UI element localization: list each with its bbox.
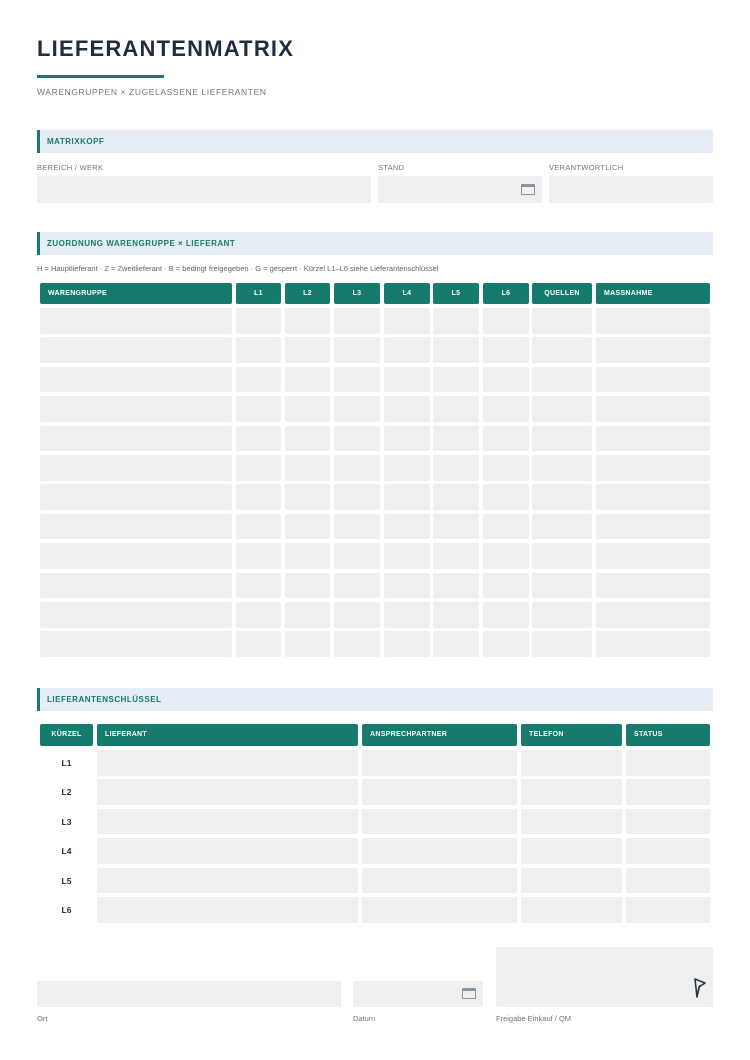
- matrix-cell-quellen[interactable]: [532, 337, 592, 363]
- key-header-telefon: [521, 724, 622, 746]
- matrix-cell-quellen[interactable]: [532, 602, 592, 628]
- matrix-header-l6: [483, 283, 529, 304]
- matrix-cell-l1[interactable]: [236, 573, 281, 599]
- key-cell-status[interactable]: [626, 868, 710, 894]
- matrix-cell-warengruppe[interactable]: [40, 602, 232, 628]
- matrix-cell-l6[interactable]: [483, 308, 529, 334]
- section-zuordnung: [37, 232, 713, 255]
- matrix-cell-l2[interactable]: [285, 367, 330, 393]
- matrix-cell-l2[interactable]: [285, 396, 330, 422]
- matrix-header-l2: [285, 283, 330, 304]
- matrix-cell-l1[interactable]: [236, 426, 281, 452]
- matrix-cell-l2[interactable]: [285, 337, 330, 363]
- datum-label: Datum: [353, 1014, 376, 1023]
- matrix-cell-l2[interactable]: [285, 455, 330, 481]
- matrix-cell-quellen[interactable]: [532, 308, 592, 334]
- matrix-cell-l2[interactable]: [285, 573, 330, 599]
- matrix-cell-l3[interactable]: [334, 337, 380, 363]
- matrix-cell-l3[interactable]: [334, 543, 380, 569]
- matrix-cell-l6[interactable]: [483, 602, 529, 628]
- matrix-header-label: L2: [303, 290, 312, 297]
- matrix-header-l5: [433, 283, 479, 304]
- key-cell-telefon[interactable]: [521, 897, 622, 923]
- matrix-cell-l6[interactable]: [483, 367, 529, 393]
- key-code: L6: [61, 905, 72, 915]
- section-matrixkopf-title: MATRIXKOPF: [47, 137, 105, 146]
- matrix-cell-massnahme[interactable]: [596, 367, 710, 393]
- key-header-kuerzel: [40, 724, 93, 746]
- key-header-label: TELEFON: [529, 731, 564, 738]
- matrix-header-label: L6: [501, 290, 511, 297]
- matrix-header-label: L4: [402, 290, 412, 297]
- key-code: L2: [61, 787, 72, 798]
- matrix-cell-l2[interactable]: [285, 484, 330, 510]
- matrix-cell-warengruppe[interactable]: [40, 543, 232, 569]
- matrix-cell-l5[interactable]: [433, 631, 479, 657]
- matrix-cell-quellen[interactable]: [532, 455, 592, 481]
- matrix-cell-l1[interactable]: [236, 367, 281, 393]
- matrix-cell-l4[interactable]: [384, 367, 430, 393]
- matrix-cell-l5[interactable]: [433, 308, 479, 334]
- key-header-ansprechpartner: [362, 724, 517, 746]
- key-header-label: KÜRZEL: [51, 731, 82, 738]
- key-header-label: ANSPRECHPARTNER: [370, 731, 448, 738]
- matrix-cell-l4[interactable]: [384, 455, 430, 481]
- matrix-cell-l1[interactable]: [236, 308, 281, 334]
- matrix-cell-l3[interactable]: [334, 484, 380, 510]
- matrix-header-label: QUELLEN: [544, 290, 580, 297]
- matrix-cell-warengruppe[interactable]: [40, 455, 232, 481]
- matrix-cell-l4[interactable]: [384, 396, 430, 422]
- matrix-cell-quellen[interactable]: [532, 573, 592, 599]
- matrix-cell-l3[interactable]: [334, 308, 380, 334]
- matrix-cell-massnahme[interactable]: [596, 631, 710, 657]
- section-zuordnung-title: ZUORDNUNG WARENGRUPPE × LIEFERANT: [47, 239, 236, 248]
- matrix-cell-l4[interactable]: [384, 631, 430, 657]
- key-cell-status[interactable]: [626, 838, 710, 864]
- matrix-cell-massnahme[interactable]: [596, 514, 710, 540]
- matrix-cell-l1[interactable]: [236, 337, 281, 363]
- matrix-cell-l5[interactable]: [433, 455, 479, 481]
- page-subtitle: WARENGRUPPEN × ZUGELASSENE LIEFERANTEN: [37, 87, 267, 97]
- matrix-cell-l4[interactable]: [384, 484, 430, 510]
- matrix-cell-l6[interactable]: [483, 426, 529, 452]
- matrix-cell-l6[interactable]: [483, 631, 529, 657]
- matrix-cell-l2[interactable]: [285, 514, 330, 540]
- matrix-cell-warengruppe[interactable]: [40, 367, 232, 393]
- pen-icon: [693, 977, 707, 999]
- title-underline: [37, 75, 164, 78]
- signature-field[interactable]: [496, 947, 713, 1007]
- calendar-icon[interactable]: [462, 988, 476, 999]
- page-title: LIEFERANTENMATRIX: [37, 36, 295, 61]
- key-cell-lieferant[interactable]: [97, 809, 358, 835]
- matrix-cell-l6[interactable]: [483, 514, 529, 540]
- matrix-cell-warengruppe[interactable]: [40, 308, 232, 334]
- key-cell-ansprechpartner[interactable]: [362, 750, 517, 776]
- ort-label: Ort: [37, 1014, 48, 1023]
- matrix-cell-massnahme[interactable]: [596, 308, 710, 334]
- key-cell-lieferant[interactable]: [97, 868, 358, 894]
- matrix-cell-l6[interactable]: [483, 455, 529, 481]
- matrix-cell-l2[interactable]: [285, 631, 330, 657]
- key-cell-status[interactable]: [626, 809, 710, 835]
- verantwortlich-field[interactable]: [549, 176, 713, 203]
- matrix-cell-l5[interactable]: [433, 602, 479, 628]
- matrix-header-l4: [384, 283, 430, 304]
- key-cell-telefon[interactable]: [521, 838, 622, 864]
- key-header-label: LIEFERANT: [105, 731, 147, 738]
- matrix-cell-l2[interactable]: [285, 602, 330, 628]
- key-header-lieferant: [97, 724, 358, 746]
- section-schluessel-title: LIEFERANTENSCHLÜSSEL: [47, 695, 162, 704]
- key-cell-lieferant[interactable]: [97, 897, 358, 923]
- matrix-cell-quellen[interactable]: [532, 543, 592, 569]
- matrix-cell-l1[interactable]: [236, 631, 281, 657]
- key-cell-status[interactable]: [626, 750, 710, 776]
- key-cell-lieferant[interactable]: [97, 779, 358, 805]
- matrix-cell-l5[interactable]: [433, 514, 479, 540]
- matrix-cell-warengruppe[interactable]: [40, 396, 232, 422]
- key-header-status: [626, 724, 710, 746]
- matrix-cell-l6[interactable]: [483, 484, 529, 510]
- matrix-cell-quellen[interactable]: [532, 514, 592, 540]
- matrix-cell-l6[interactable]: [483, 396, 529, 422]
- key-cell-lieferant[interactable]: [97, 750, 358, 776]
- matrix-cell-warengruppe[interactable]: [40, 337, 232, 363]
- matrix-header-quellen: [532, 283, 592, 304]
- matrix-cell-l4[interactable]: [384, 514, 430, 540]
- matrix-cell-l6[interactable]: [483, 543, 529, 569]
- matrix-cell-l6[interactable]: [483, 573, 529, 599]
- key-cell-ansprechpartner[interactable]: [362, 868, 517, 894]
- calendar-icon[interactable]: [521, 184, 535, 195]
- matrix-cell-l3[interactable]: [334, 396, 380, 422]
- matrix-cell-l5[interactable]: [433, 396, 479, 422]
- matrix-cell-l4[interactable]: [384, 337, 430, 363]
- key-code: L1: [61, 758, 72, 768]
- matrix-cell-massnahme[interactable]: [596, 455, 710, 481]
- matrix-cell-l3[interactable]: [334, 602, 380, 628]
- key-cell-ansprechpartner[interactable]: [362, 779, 517, 805]
- matrix-cell-l2[interactable]: [285, 426, 330, 452]
- matrix-cell-l3[interactable]: [334, 573, 380, 599]
- key-cell-lieferant[interactable]: [97, 838, 358, 864]
- legend-text: H = Hauptlieferant · Z = Zweitlieferant · B = bedingt freigegeben · G = gesperrt · Kürzel L1–L6 siehe Lieferantenschlüssel: [37, 264, 439, 273]
- matrix-cell-massnahme[interactable]: [596, 396, 710, 422]
- matrix-cell-l1[interactable]: [236, 602, 281, 628]
- matrix-header-l1: [236, 283, 281, 304]
- matrix-header-label: L3: [352, 290, 362, 297]
- matrix-cell-l4[interactable]: [384, 543, 430, 569]
- matrix-cell-l5[interactable]: [433, 426, 479, 452]
- matrix-cell-l1[interactable]: [236, 514, 281, 540]
- matrix-cell-quellen[interactable]: [532, 631, 592, 657]
- matrix-cell-massnahme[interactable]: [596, 573, 710, 599]
- verantwortlich-label: VERANTWORTLICH: [549, 163, 624, 172]
- matrix-header-warengruppe: [40, 283, 232, 304]
- stand-label: STAND: [378, 163, 405, 172]
- matrix-cell-quellen[interactable]: [532, 484, 592, 510]
- matrix-cell-quellen[interactable]: [532, 396, 592, 422]
- matrix-cell-l1[interactable]: [236, 484, 281, 510]
- key-cell-telefon[interactable]: [521, 750, 622, 776]
- key-cell-telefon[interactable]: [521, 809, 622, 835]
- matrix-cell-l4[interactable]: [384, 426, 430, 452]
- matrix-cell-l4[interactable]: [384, 573, 430, 599]
- matrix-cell-massnahme[interactable]: [596, 337, 710, 363]
- ort-field[interactable]: [37, 981, 341, 1007]
- key-cell-status[interactable]: [626, 779, 710, 805]
- key-cell-ansprechpartner[interactable]: [362, 838, 517, 864]
- bereich-label: BEREICH / WERK: [37, 163, 104, 172]
- matrix-cell-massnahme[interactable]: [596, 543, 710, 569]
- matrix-cell-l5[interactable]: [433, 543, 479, 569]
- matrix-header-label: MASSNAHME: [604, 290, 653, 297]
- section-schluessel: [37, 688, 713, 711]
- stand-field[interactable]: [378, 176, 542, 203]
- key-code: L5: [61, 875, 72, 886]
- key-cell-status[interactable]: [626, 897, 710, 923]
- matrix-cell-l1[interactable]: [236, 543, 281, 569]
- key-cell-telefon[interactable]: [521, 779, 622, 805]
- matrix-cell-l3[interactable]: [334, 631, 380, 657]
- matrix-cell-l6[interactable]: [483, 337, 529, 363]
- matrix-cell-l5[interactable]: [433, 484, 479, 510]
- key-cell-ansprechpartner[interactable]: [362, 897, 517, 923]
- section-matrixkopf: [37, 130, 713, 153]
- matrix-header-label: L5: [451, 290, 461, 297]
- matrix-cell-massnahme[interactable]: [596, 484, 710, 510]
- matrix-cell-l4[interactable]: [384, 602, 430, 628]
- key-header-label: STATUS: [634, 731, 663, 738]
- matrix-header-l3: [334, 283, 380, 304]
- matrix-cell-l3[interactable]: [334, 426, 380, 452]
- matrix-cell-warengruppe[interactable]: [40, 426, 232, 452]
- key-cell-telefon[interactable]: [521, 868, 622, 894]
- matrix-cell-l2[interactable]: [285, 308, 330, 334]
- key-code: L3: [61, 816, 72, 827]
- matrix-cell-warengruppe[interactable]: [40, 573, 232, 599]
- matrix-cell-l1[interactable]: [236, 396, 281, 422]
- matrix-cell-massnahme[interactable]: [596, 426, 710, 452]
- matrix-cell-l5[interactable]: [433, 337, 479, 363]
- matrix-cell-l5[interactable]: [433, 573, 479, 599]
- matrix-header-label: WARENGRUPPE: [48, 290, 107, 297]
- matrix-cell-warengruppe[interactable]: [40, 514, 232, 540]
- bereich-field[interactable]: [37, 176, 371, 203]
- matrix-cell-quellen[interactable]: [532, 367, 592, 393]
- key-cell-ansprechpartner[interactable]: [362, 809, 517, 835]
- matrix-cell-l3[interactable]: [334, 367, 380, 393]
- matrix-cell-l1[interactable]: [236, 455, 281, 481]
- matrix-cell-l3[interactable]: [334, 514, 380, 540]
- freigabe-label: Freigabe Einkauf / QM: [496, 1014, 572, 1023]
- matrix-cell-warengruppe[interactable]: [40, 484, 232, 510]
- matrix-header-label: L1: [254, 290, 263, 297]
- matrix-cell-l3[interactable]: [334, 455, 380, 481]
- matrix-cell-l5[interactable]: [433, 367, 479, 393]
- matrix-cell-l4[interactable]: [384, 308, 430, 334]
- matrix-cell-warengruppe[interactable]: [40, 631, 232, 657]
- matrix-cell-l2[interactable]: [285, 543, 330, 569]
- matrix-cell-massnahme[interactable]: [596, 602, 710, 628]
- key-code: L4: [61, 846, 72, 857]
- matrix-header-massnahme: [596, 283, 710, 304]
- matrix-cell-quellen[interactable]: [532, 426, 592, 452]
